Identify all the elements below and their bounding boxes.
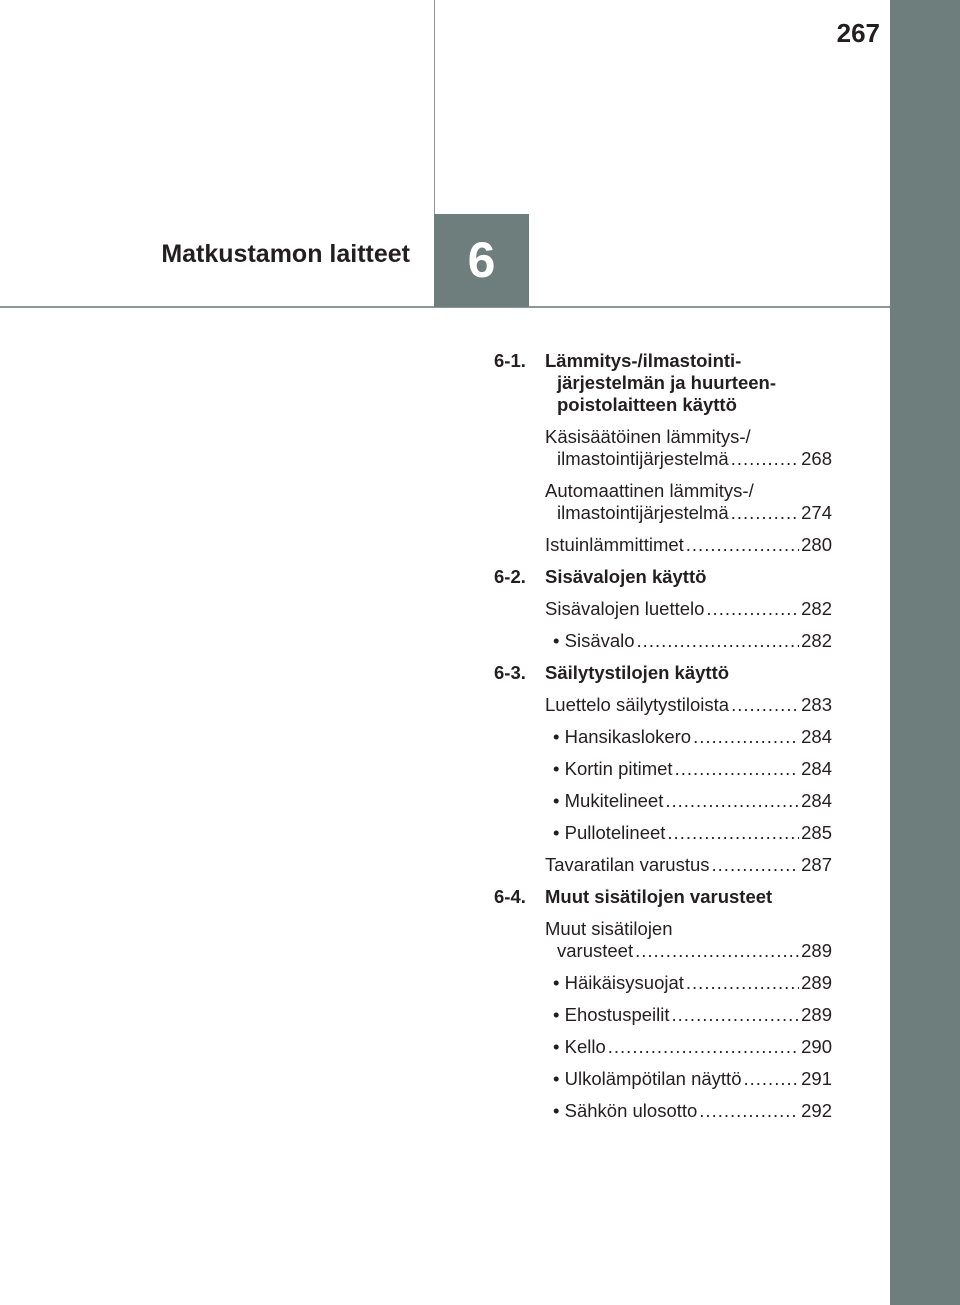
toc-subentry[interactable]	[494, 822, 832, 844]
section-heading-6-2[interactable]	[494, 566, 832, 588]
entry-page: 289	[801, 972, 832, 993]
toc-subentry[interactable]	[494, 1100, 832, 1122]
entry-title: • Pullotelineet	[553, 822, 666, 843]
toc-subentry[interactable]	[494, 726, 832, 748]
table-of-contents	[494, 350, 832, 1122]
section-heading-6-1[interactable]	[494, 350, 832, 416]
entry-page: 290	[801, 1036, 832, 1057]
entry-page: 283	[801, 694, 832, 715]
entry-title: Muut sisätilojen	[545, 918, 673, 939]
toc-entry[interactable]	[494, 694, 832, 716]
entry-page: 289	[801, 1004, 832, 1025]
section-title-line: poistolaitteen käyttö	[557, 394, 737, 415]
entry-title: • Kello	[553, 1036, 606, 1057]
section-title-line: Säilytystilojen käyttö	[545, 662, 730, 683]
toc-subentry[interactable]	[494, 972, 832, 994]
entry-page: 280	[801, 534, 832, 555]
section-title-line: järjestelmän ja huurteen-	[557, 372, 776, 393]
entry-title: varusteet	[557, 940, 634, 961]
toc-entry[interactable]	[494, 480, 832, 524]
entry-title: Automaattinen lämmitys-/	[545, 480, 754, 501]
side-chapter-tab	[890, 0, 960, 1305]
entry-title: ilmastointijärjestelmä	[557, 448, 729, 469]
entry-title: Sisävalojen luettelo	[545, 598, 705, 619]
entry-page: 285	[801, 822, 832, 843]
page-number: 267	[836, 18, 880, 48]
entry-page: 282	[801, 630, 832, 651]
entry-page: 287	[801, 854, 832, 875]
entry-title: • Hansikaslokero	[553, 726, 692, 747]
section-heading-6-3[interactable]	[494, 662, 832, 684]
toc-entry[interactable]	[494, 534, 832, 556]
section-title-line: Lämmitys-/ilmastointi-	[545, 350, 742, 371]
entry-page: 284	[801, 758, 832, 779]
section-number: 6-4.	[494, 886, 526, 907]
entry-title: • Mukitelineet	[553, 790, 664, 811]
entry-title: Tavaratilan varustus	[545, 854, 710, 875]
entry-title: ilmastointijärjestelmä	[557, 502, 729, 523]
entry-page: 274	[801, 502, 832, 523]
toc-subentry[interactable]	[494, 1068, 832, 1090]
toc-subentry[interactable]	[494, 1004, 832, 1026]
toc-subentry[interactable]	[494, 790, 832, 812]
toc-subentry[interactable]	[494, 758, 832, 780]
entry-page: 284	[801, 790, 832, 811]
section-heading-6-4[interactable]	[494, 886, 832, 908]
entry-title: Luettelo säilytystiloista	[545, 694, 730, 715]
toc-entry[interactable]	[494, 598, 832, 620]
entry-page: 289	[801, 940, 832, 961]
entry-title: • Häikäisysuojat	[553, 972, 684, 993]
section-title-line: Sisävalojen käyttö	[545, 566, 707, 587]
entry-page: 284	[801, 726, 832, 747]
entry-page: 268	[801, 448, 832, 469]
section-number: 6-2.	[494, 566, 526, 587]
entry-page: 282	[801, 598, 832, 619]
entry-title: • Ulkolämpötilan näyttö	[553, 1068, 742, 1089]
entry-page: 292	[801, 1100, 832, 1121]
vertical-divider	[434, 0, 435, 214]
entry-page: 291	[801, 1068, 832, 1089]
section-number: 6-3.	[494, 662, 526, 683]
toc-subentry[interactable]	[494, 1036, 832, 1058]
chapter-title: Matkustamon laitteet	[161, 240, 410, 268]
toc-entry[interactable]	[494, 426, 832, 470]
entry-title: • Kortin pitimet	[553, 758, 673, 779]
toc-subentry[interactable]	[494, 630, 832, 652]
entry-title: • Sähkön ulosotto	[553, 1100, 698, 1121]
entry-title: • Sisävalo	[553, 630, 635, 651]
entry-title: Istuinlämmittimet	[545, 534, 684, 555]
section-title-line: Muut sisätilojen varusteet	[545, 886, 773, 907]
section-number: 6-1.	[494, 350, 526, 371]
toc-entry[interactable]	[494, 918, 832, 962]
chapter-number-box: 6	[434, 214, 529, 307]
toc-entry[interactable]	[494, 854, 832, 876]
entry-title: • Ehostuspeilit	[553, 1004, 670, 1025]
entry-title: Käsisäätöinen lämmitys-/	[545, 426, 751, 447]
